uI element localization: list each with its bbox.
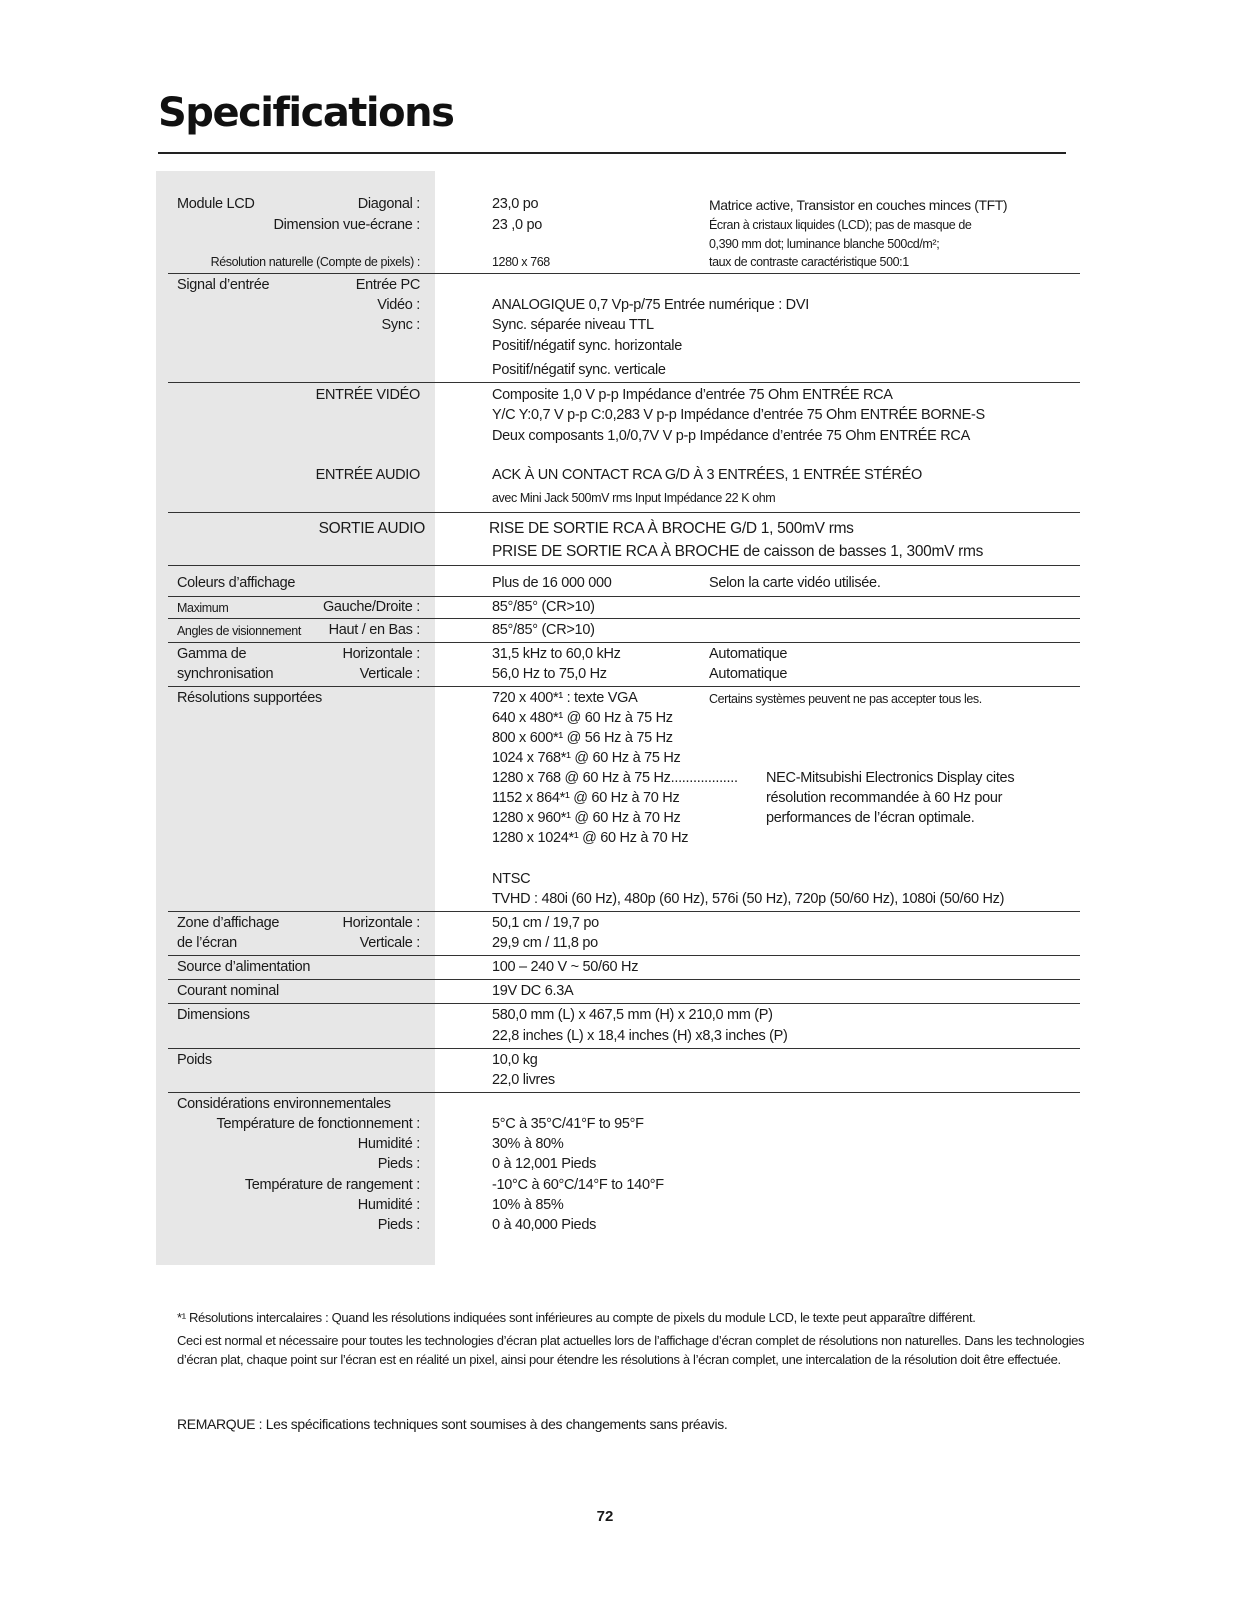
left-right-angle-value: 85°/85° (CR>10) [492,599,595,615]
supported-resolutions-label: Résolutions supportées [177,690,322,706]
video-input-value: Composite 1,0 V p-p Impédance d’entrée 75 Ohm ENTRÉE RCA [492,387,893,403]
audio-output-value: PRISE DE SORTIE RCA À BROCHE de caisson de basses 1, 300mV rms [492,543,984,560]
lcd-native-resolution-label: Résolution naturelle (Compte de pixels) : [210,255,420,269]
operating-altitude-label: Pieds : [377,1156,420,1172]
video-signal-label: Vidéo : [377,297,420,313]
audio-output-label: SORTIE AUDIO [318,520,425,537]
operating-altitude-value: 0 à 12,001 Pieds [492,1156,597,1172]
row-divider [168,618,1080,619]
row-divider [168,1003,1080,1004]
weight-value: 10,0 kg [492,1052,538,1068]
resolution-note: résolution recommandée à 60 Hz pour [766,790,1003,806]
storage-humidity-label: Humidité : [357,1197,420,1213]
resolution-note: NEC-Mitsubishi Electronics Display cites [766,770,1015,786]
horizontal-sync-note: Automatique [709,646,788,662]
row-divider [168,565,1080,566]
lcd-view-size-value: 23 ,0 po [492,217,543,233]
input-signal-label: Signal d’entrée [177,277,270,293]
row-divider [168,273,1080,274]
resolution-item: 1280 x 768 @ 60 Hz à 75 Hz.................. [492,770,738,786]
row-divider [168,911,1080,912]
sync-range-label: synchronisation [177,666,274,682]
storage-temperature-label: Température de rangement : [244,1177,420,1193]
row-divider [168,512,1080,513]
sync-range-label: Gamma de [177,646,247,662]
operating-temperature-value: 5°C à 35°C/41°F to 95°F [492,1116,644,1132]
resolution-item: NTSC [492,871,531,887]
page-title: Specifications [158,90,454,136]
storage-altitude-value: 0 à 40,000 Pieds [492,1217,597,1233]
lcd-label: Module LCD [177,196,255,212]
environment-label: Considérations environnementales [177,1096,391,1112]
title-divider [158,152,1066,154]
row-divider [168,979,1080,980]
sync-value: Sync. séparée niveau TTL [492,317,654,333]
lcd-native-resolution-value: 1280 x 768 [492,255,550,269]
power-source-label: Source d’alimentation [177,959,311,975]
row-divider [168,686,1080,687]
resolution-note: Certains systèmes peuvent ne pas accepter tous les. [709,692,982,706]
resolution-item: 1024 x 768*¹ @ 60 Hz à 75 Hz [492,750,681,766]
audio-input-label: ENTRÉE AUDIO [315,467,420,483]
left-right-label: Gauche/Droite : [322,599,420,615]
pc-input-label: Entrée PC [355,277,420,293]
storage-humidity-value: 10% à 85% [492,1197,564,1213]
row-divider [168,1092,1080,1093]
audio-input-value: avec Mini Jack 500mV rms Input Impédance 22 K ohm [492,491,776,505]
weight-label: Poids [177,1052,212,1068]
operating-humidity-value: 30% à 80% [492,1136,564,1152]
display-area-horizontal-value: 50,1 cm / 19,7 po [492,915,599,931]
row-divider [168,642,1080,643]
viewing-angle-label: Maximum [177,601,229,615]
display-area-horizontal-label: Horizontale : [342,915,420,931]
audio-output-value: RISE DE SORTIE RCA À BROCHE G/D 1, 500mV rms [489,520,854,537]
lcd-diagonal-label: Diagonal : [357,196,420,212]
footnote-line: *¹ Résolutions intercalaires : Quand les résolutions indiquées sont inférieures au compte de pixels du module LCD, le texte peut apparaître différent. [177,1310,976,1325]
display-area-vertical-label: Verticale : [359,935,420,951]
video-input-value: Y/C Y:0,7 V p-p C:0,283 V p-p Impédance d’entrée 75 Ohm ENTRÉE BORNE-S [492,407,985,423]
video-signal-value: ANALOGIQUE 0,7 Vp-p/75 Entrée numérique : DVI [492,297,809,313]
rated-current-label: Courant nominal [177,983,279,999]
row-divider [168,1048,1080,1049]
lcd-note-line: Matrice active, Transistor en couches minces (TFT) [709,197,1008,213]
video-input-value: Deux composants 1,0/0,7V V p-p Impédance d’entrée 75 Ohm ENTRÉE RCA [492,428,970,444]
row-divider [168,596,1080,597]
up-down-label: Haut / en Bas : [328,622,420,638]
remark: REMARQUE : Les spécifications techniques sont soumises à des changements sans préavis. [177,1416,728,1432]
display-colors-label: Coleurs d’affichage [177,575,296,591]
resolution-item: 640 x 480*¹ @ 60 Hz à 75 Hz [492,710,673,726]
display-area-label: de l’écran [177,935,237,951]
horizontal-sync-value: 31,5 kHz to 60,0 kHz [492,646,621,662]
video-input-label: ENTRÉE VIDÉO [315,387,420,403]
page-number: 72 [596,1508,614,1525]
resolution-note: performances de l’écran optimale. [766,810,975,826]
power-source-value: 100 – 240 V ~ 50/60 Hz [492,959,639,975]
audio-input-value: ACK À UN CONTACT RCA G/D À 3 ENTRÉES, 1 ENTRÉE STÉRÉO [492,467,922,483]
sync-value: Positif/négatif sync. horizontale [492,338,682,354]
resolution-item: 1280 x 960*¹ @ 60 Hz à 70 Hz [492,810,681,826]
lcd-view-size-label: Dimension vue-écrane : [273,217,420,233]
storage-temperature-value: -10°C à 60°C/14°F to 140°F [492,1177,664,1193]
vertical-sync-note: Automatique [709,666,788,682]
weight-value: 22,0 livres [492,1072,555,1088]
resolution-item: 720 x 400*¹ : texte VGA [492,690,638,706]
row-divider [168,382,1080,383]
operating-humidity-label: Humidité : [357,1136,420,1152]
dimensions-value: 580,0 mm (L) x 467,5 mm (H) x 210,0 mm (P) [492,1007,773,1023]
resolution-item: 1280 x 1024*¹ @ 60 Hz à 70 Hz [492,830,689,846]
resolution-item: 800 x 600*¹ @ 56 Hz à 75 Hz [492,730,673,746]
storage-altitude-label: Pieds : [377,1217,420,1233]
vertical-sync-label: Verticale : [359,666,420,682]
lcd-note-line: Écran à cristaux liquides (LCD); pas de masque de [709,218,972,232]
display-colors-note: Selon la carte vidéo utilisée. [709,575,881,591]
up-down-angle-value: 85°/85° (CR>10) [492,622,595,638]
rated-current-value: 19V DC 6.3A [492,983,574,999]
horizontal-sync-label: Horizontale : [342,646,420,662]
operating-temperature-label: Température de fonctionnement : [216,1116,420,1132]
display-area-label: Zone d’affichage [177,915,280,931]
dimensions-label: Dimensions [177,1007,250,1023]
vertical-sync-value: 56,0 Hz to 75,0 Hz [492,666,607,682]
resolution-item: 1152 x 864*¹ @ 60 Hz à 70 Hz [492,790,680,806]
footnote-paragraph: Ceci est normal et nécessaire pour toutes les technologies d’écran plat actuelles lors de l’affichage d’écran complet de résolutions non naturelles. Dans les technologies d’écran plat, chaque point sur l’écran est en réalité un pixel, ainsi pour étendre les résolutions à l’écran complet, une intercalation de la résolution doit être effectuée. [177,1333,1085,1367]
viewing-angle-label: Angles de visionnement [177,624,301,638]
resolution-item: TVHD : 480i (60 Hz), 480p (60 Hz), 576i (50 Hz), 720p (50/60 Hz), 1080i (50/60 Hz) [492,891,1005,907]
display-area-vertical-value: 29,9 cm / 11,8 po [492,935,598,951]
row-divider [168,955,1080,956]
sync-value: Positif/négatif sync. verticale [492,362,666,378]
lcd-note-line: 0,390 mm dot; luminance blanche 500cd/m²; [709,237,940,251]
dimensions-value: 22,8 inches (L) x 18,4 inches (H) x8,3 inches (P) [492,1028,788,1044]
lcd-diagonal-value: 23,0 po [492,196,539,212]
lcd-note-line: taux de contraste caractéristique 500:1 [709,255,909,269]
sync-label: Sync : [381,317,420,333]
display-colors-value: Plus de 16 000 000 [492,575,612,591]
